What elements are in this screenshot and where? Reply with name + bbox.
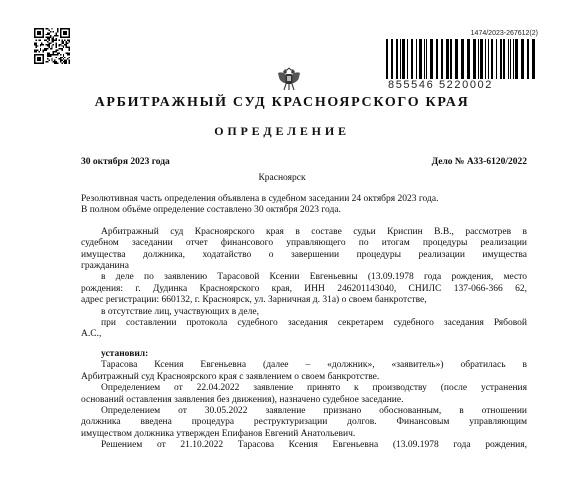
paragraph-line: оснований оставления заявления без движения), назначено судебное заседание. [81, 394, 404, 405]
barcode [385, 39, 536, 81]
paragraph-line: должника введена процедура реструктуризации долгов. Финансовым управляющим [81, 417, 527, 428]
document-reference: 1474/2023-267612(2) [470, 30, 538, 37]
state-emblem-icon [274, 64, 304, 94]
paragraph-line: Арбитражный суд Красноярского края в составе судьи Криспин В.В., рассмотрев в [101, 226, 527, 237]
note-line: Резолютивная часть определения объявлена в судебном заседании 24 октября 2023 года. [81, 194, 439, 204]
court-name: АРБИТРАЖНЫЙ СУД КРАСНОЯРСКОГО КРАЯ [94, 95, 470, 110]
qr-code [34, 28, 70, 64]
paragraph-line: Решением от 21.10.2022 Тарасова Ксения Евгеньевна (13.09.1978 года рождения, [101, 440, 527, 451]
document-date: 30 октября 2023 года [81, 157, 170, 167]
paragraph-line: Арбитражный суд Красноярского края с заявлением о своем банкротстве. [81, 371, 380, 382]
paragraph-line: имущества должника, ходатайство о завершении процедуры реализации имущества [81, 249, 527, 260]
paragraph-line: в деле по заявлению Тарасовой Ксении Евгеньевны (13.09.1978 года рождения, место [101, 272, 527, 283]
paragraph-line: Тарасова Ксения Евгеньевна (далее – «должник», «заявитель») обратилась в [101, 360, 527, 371]
paragraph-line: при составлении протокола судебного заседания секретарем судебного заседания Рябовой [101, 318, 527, 329]
paragraph-line: гражданина [81, 261, 129, 272]
paragraph-line: Определением от 30.05.2022 заявление признано обоснованным, в отношении [101, 405, 527, 416]
paragraph-line: в отсутствие лиц, участвующих в деле, [101, 306, 259, 317]
paragraph-line: адрес регистрации: 660132, г. Красноярск, ул. Зарничная д. 31а) о своем банкротстве, [81, 295, 427, 306]
note-line: В полном объёме определение составлено 30 октября 2023 года. [81, 205, 341, 216]
case-number: Дело № А33-6120/2022 [431, 157, 527, 167]
paragraph-line: судебном заседании отчет финансового управляющего по итогам процедуры реализации [81, 238, 527, 249]
paragraph-line: А.С., [81, 329, 102, 340]
paragraph-line: рождения: г. Дудинка Красноярского края, ИНН 246201143040, СНИЛС 137-066-366 62, [81, 283, 527, 294]
ustanovil-heading: установил: [101, 348, 149, 359]
document-type-title: ОПРЕДЕЛЕНИЕ [214, 124, 350, 138]
paragraph-line: Определением от 22.04.2022 заявление принято к производству (после устранения [101, 383, 527, 394]
barcode-number: 855546 5220002 [388, 79, 493, 91]
paragraph-line: имуществом должника утвержден Епифанов Евгений Анатольевич. [81, 428, 356, 439]
city: Красноярск [258, 173, 306, 183]
document-body [81, 194, 527, 452]
